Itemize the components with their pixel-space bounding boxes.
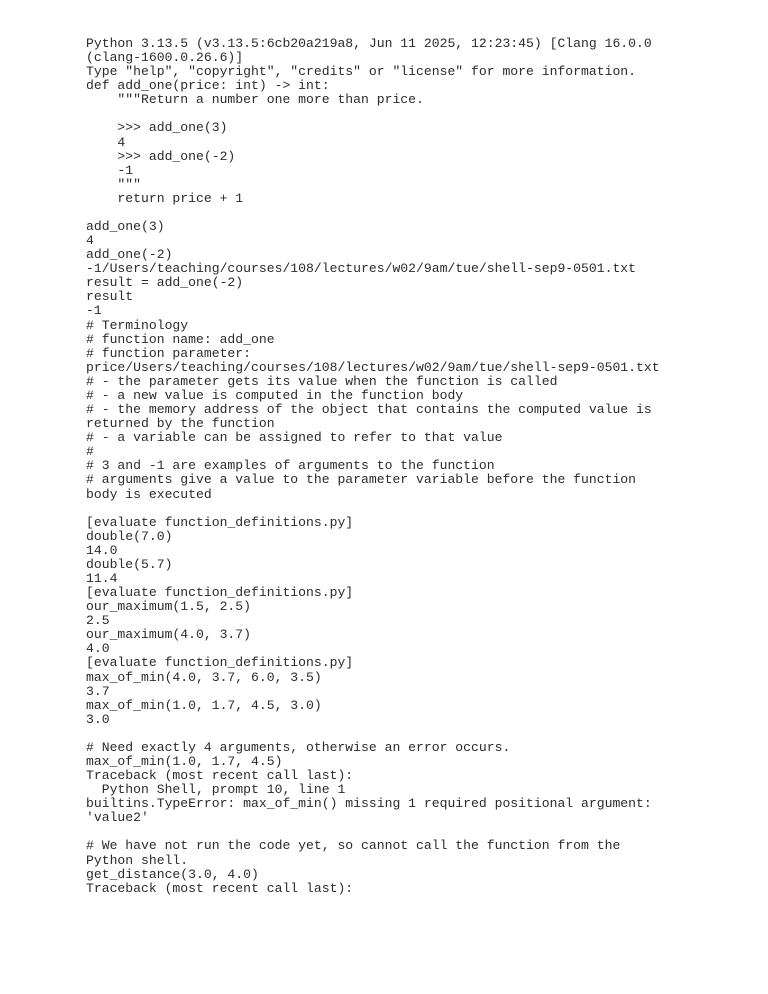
transcript-line [86, 206, 726, 220]
transcript-line: >>> add_one(3) [86, 120, 228, 136]
transcript-line: def add_one(price: int) -> int: [86, 78, 330, 94]
transcript-line: # arguments give a value to the parameter variable before the function [86, 472, 637, 488]
transcript-line: Traceback (most recent call last): [86, 768, 354, 784]
transcript-line: max_of_min(4.0, 3.7, 6.0, 3.5) [86, 669, 322, 685]
transcript-line: get_distance(3.0, 4.0) [86, 866, 259, 882]
transcript-line: add_one(-2) [86, 247, 173, 263]
transcript-line: returned by the function [86, 416, 275, 432]
transcript-line: Type "help", "copyright", "credits" or "license" for more information. [86, 64, 637, 80]
transcript-line: -1 [86, 303, 102, 319]
transcript-line: 11.4 [86, 570, 118, 586]
transcript-line: -1/Users/teaching/courses/108/lectures/w02/9am/tue/shell-sep9-0501.txt [86, 261, 637, 277]
transcript-line: 4.0 [86, 641, 110, 657]
transcript-line: result [86, 289, 134, 305]
transcript-line: [evaluate function_definitions.py] [86, 655, 354, 671]
transcript-line: double(5.7) [86, 556, 173, 572]
transcript-line: # - the parameter gets its value when the function is called [86, 373, 558, 389]
transcript-line: add_one(3) [86, 219, 165, 235]
transcript-line: >>> add_one(-2) [86, 148, 236, 164]
transcript-line: # 3 and -1 are examples of arguments to the function [86, 458, 495, 474]
transcript-line: """ [86, 176, 142, 192]
transcript-line: Traceback (most recent call last): [86, 880, 354, 896]
transcript-line: body is executed [86, 486, 212, 502]
transcript-line: our_maximum(1.5, 2.5) [86, 599, 252, 615]
transcript-line: 2.5 [86, 613, 110, 629]
transcript-line: max_of_min(1.0, 1.7, 4.5, 3.0) [86, 697, 322, 713]
transcript-line: 3.0 [86, 711, 110, 727]
transcript-line: 14.0 [86, 542, 118, 558]
transcript-line: our_maximum(4.0, 3.7) [86, 627, 252, 643]
transcript-line [86, 502, 726, 516]
transcript-line: double(7.0) [86, 528, 173, 544]
transcript-line: 3.7 [86, 683, 110, 699]
transcript-line: # [86, 444, 94, 460]
transcript-line: 'value2' [86, 810, 149, 826]
transcript-line: Python 3.13.5 (v3.13.5:6cb20a219a8, Jun 11 2025, 12:23:45) [Clang 16.0.0 [86, 36, 652, 51]
transcript-line: price/Users/teaching/courses/108/lectures/w02/9am/tue/shell-sep9-0501.txt [86, 359, 660, 375]
transcript-line: 4 [86, 134, 126, 150]
transcript-line [86, 727, 726, 741]
transcript-line: Python shell. [86, 852, 189, 868]
transcript-line: # function parameter: [86, 345, 252, 361]
transcript-line: result = add_one(-2) [86, 275, 244, 291]
transcript-line: # Terminology [86, 317, 189, 333]
transcript-line: [evaluate function_definitions.py] [86, 585, 354, 601]
transcript-line: # - the memory address of the object that contains the computed value is [86, 402, 652, 418]
transcript-line: (clang-1600.0.26.6)] [86, 50, 244, 66]
transcript-line: # We have not run the code yet, so cannot call the function from the [86, 838, 621, 854]
transcript-line: return price + 1 [86, 190, 244, 206]
transcript-line: """Return a number one more than price. [86, 92, 424, 108]
transcript-line: # - a variable can be assigned to refer to that value [86, 430, 503, 446]
transcript-line: # function name: add_one [86, 331, 275, 347]
transcript-line: [evaluate function_definitions.py] [86, 514, 354, 530]
transcript-line: # Need exactly 4 arguments, otherwise an error occurs. [86, 739, 511, 755]
transcript-line: Python Shell, prompt 10, line 1 [86, 782, 346, 798]
transcript-line: max_of_min(1.0, 1.7, 4.5) [86, 753, 283, 769]
transcript-line [86, 107, 726, 121]
transcript-line: # - a new value is computed in the function body [86, 387, 464, 403]
transcript-line: -1 [86, 162, 134, 178]
transcript-line [86, 825, 726, 839]
transcript-line: 4 [86, 233, 94, 249]
transcript-line: builtins.TypeError: max_of_min() missing 1 required positional argument: [86, 796, 652, 812]
shell-transcript [86, 37, 726, 896]
